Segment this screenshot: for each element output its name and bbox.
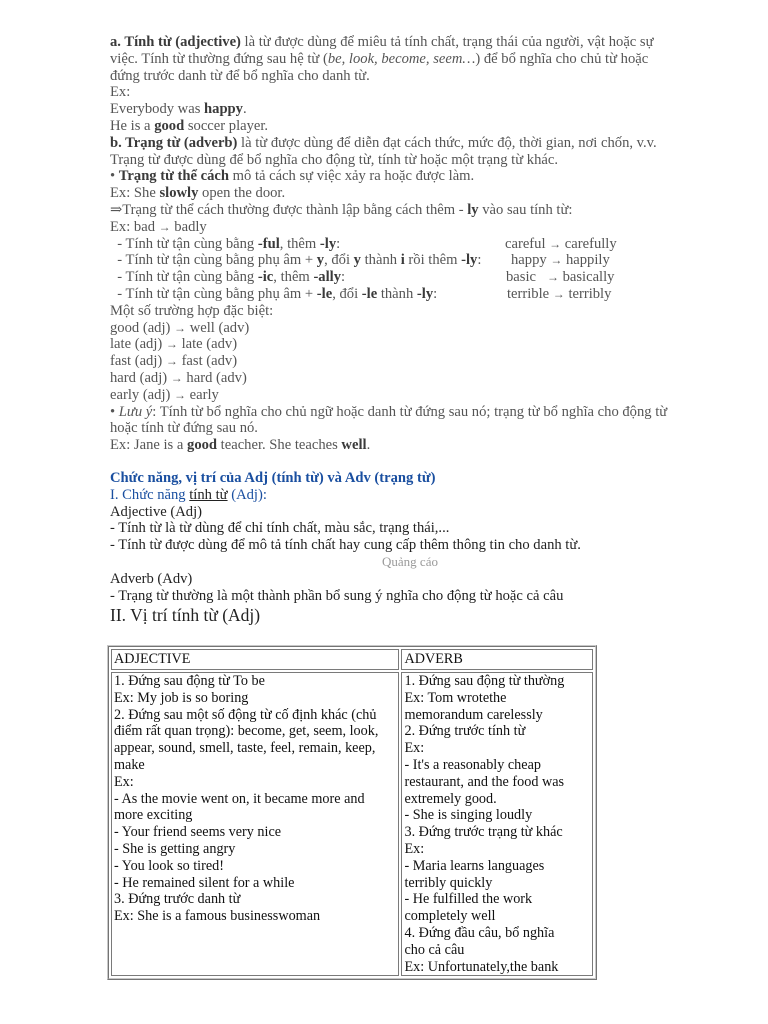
special-hard <box>110 370 720 387</box>
adjective-adverb-table <box>107 645 597 980</box>
text: Ex: She <box>110 185 160 202</box>
text: terribly <box>564 285 612 302</box>
arrow-icon: → <box>550 253 563 268</box>
adjective-cell-line: Ex: <box>114 773 134 790</box>
text: late (adv) <box>177 336 238 353</box>
text: careful <box>505 235 550 252</box>
text: soccer player. <box>184 117 269 134</box>
adverb-cell-line: Ex: Tom wrotethe <box>404 689 507 706</box>
special-cases-label: Một số trường hợp đặc biệt: <box>110 302 274 319</box>
adjective-title: Adjective (Adj) <box>110 503 202 520</box>
text: - Tính từ tận cùng bằng phụ âm + <box>110 285 317 302</box>
adverb-cell-line: extremely good. <box>404 790 497 807</box>
adjective-cell-line: 2. Đứng sau một số động từ cố định khác (chủ <box>114 706 377 723</box>
text: , thêm <box>273 269 314 286</box>
intro-block <box>110 34 720 604</box>
text: He is a <box>110 117 155 134</box>
text: (Adj): <box>227 486 267 503</box>
arrow-icon: → <box>174 387 187 402</box>
rule-y <box>110 252 720 269</box>
adverb-cell-line: cho cả câu <box>404 941 465 958</box>
adjective-cell-line: - You look so tired! <box>114 857 224 874</box>
adjective-cell-line: - Your friend seems very nice <box>114 824 282 841</box>
text: : <box>477 252 482 269</box>
text: terrible <box>507 285 553 302</box>
adjective-definition-line3: đứng trước danh từ để bổ nghĩa cho danh từ. <box>110 67 370 84</box>
bold-word: -ful <box>257 235 280 252</box>
text: , thêm <box>279 235 320 252</box>
special-late <box>110 336 720 353</box>
bold-word: y <box>316 252 325 269</box>
text: : <box>341 269 346 286</box>
text: badly <box>170 218 207 235</box>
bold-word: -ly <box>461 252 478 269</box>
text: - Tính từ tận cùng bằng <box>110 269 258 286</box>
adverb-title: Adverb (Adv) <box>110 570 193 587</box>
adjective-definition-line1 <box>110 34 720 51</box>
text: : <box>433 285 438 302</box>
adjective-cell <box>111 672 399 976</box>
manner-adverb-line <box>110 168 720 185</box>
text: : <box>336 235 341 252</box>
text: Ex: Jane is a <box>110 437 188 454</box>
formation-rule <box>110 202 720 219</box>
rule-le <box>110 286 720 303</box>
bold-word: y <box>353 252 361 269</box>
text: mô tả cách sự việc xảy ra hoặc được làm. <box>229 168 475 185</box>
adverb-cell-line: memorandum carelessly <box>404 706 543 723</box>
linking-verbs: be, look, become, seem… <box>327 50 476 67</box>
manner-example <box>110 185 720 202</box>
arrow-icon: → <box>170 370 183 385</box>
adverb-definition-line2: Trạng từ được dùng để bổ nghĩa cho động từ, tính từ hoặc một trạng từ khác. <box>110 151 558 168</box>
adjective-cell-line: make <box>114 756 145 773</box>
text: fast (adv) <box>177 353 238 370</box>
adverb-cell-line: Ex: <box>404 840 425 857</box>
adverb-cell-line: Ex: <box>404 740 425 757</box>
text: well (adv) <box>186 319 250 336</box>
text: ⇒Trạng từ thể cách thường được thành lập bằng cách thêm - <box>110 201 468 218</box>
adverb-cell-line: 2. Đứng trước tính từ <box>404 723 526 740</box>
adjective-label: a. Tính từ (adjective) <box>110 34 241 50</box>
note-example <box>110 437 720 454</box>
bold-word: -le <box>316 285 333 302</box>
arrow-icon: → <box>158 219 171 234</box>
text: rồi thêm <box>404 252 462 269</box>
text: teacher. She teaches <box>217 437 342 454</box>
note-label: Lưu ý <box>118 403 153 420</box>
example-label: Ex: <box>110 84 131 101</box>
text: happy <box>511 252 551 269</box>
text: early <box>186 386 219 403</box>
note-line1 <box>110 404 720 421</box>
example-happy <box>110 101 720 118</box>
text: ) để bổ nghĩa cho chủ từ hoặc <box>475 50 649 67</box>
text: carefully <box>561 235 617 252</box>
spacer <box>110 454 720 470</box>
text: thành <box>377 285 417 302</box>
text: open the door. <box>198 185 286 202</box>
bold-word: -ic <box>257 269 274 286</box>
arrow-icon: → <box>552 286 565 301</box>
special-early <box>110 387 720 404</box>
text: hard (adv) <box>182 369 247 386</box>
section-2-title: II. Vị trí tính từ (Adj) <box>110 605 261 625</box>
table-header-row <box>111 649 593 670</box>
adjective-cell-line: Ex: My job is so boring <box>114 689 249 706</box>
manner-label: Trạng từ thể cách <box>118 168 229 185</box>
adverb-cell-line: terribly quickly <box>404 874 493 891</box>
adverb-cell-line: 3. Đứng trước trạng từ khác <box>404 824 563 841</box>
example-good <box>110 118 720 135</box>
special-fast <box>110 353 720 370</box>
adjective-cell-line: điểm rất quan trọng): become, get, seem, look, <box>114 723 379 740</box>
text: , đổi <box>332 285 362 302</box>
rule-le-example <box>507 286 611 303</box>
ad-label: Quảng cáo <box>382 553 438 569</box>
adjective-cell-line: - She is getting angry <box>114 840 236 857</box>
bold-word: slowly <box>159 185 199 202</box>
adverb-line1: - Trạng từ thường là một thành phần bổ sung ý nghĩa cho động từ hoặc cả câu <box>110 587 564 604</box>
adverb-cell <box>401 672 593 976</box>
adverb-cell-line: 4. Đứng đầu câu, bổ nghĩa <box>404 924 555 941</box>
text: early (adj) <box>110 386 175 403</box>
adverb-cell-line: 1. Đứng sau động từ thường <box>404 673 565 689</box>
adverb-cell-line: restaurant, and the food was <box>404 773 565 790</box>
section-heading: Chức năng, vị trí của Adj (tính từ) và Adv (trạng từ) <box>110 469 436 486</box>
arrow-icon: → <box>174 320 187 335</box>
special-good <box>110 320 720 337</box>
text: : Tính từ bổ nghĩa cho chủ ngữ hoặc danh từ đứng sau nó; trạng từ bổ nghĩa cho động từ <box>152 403 668 420</box>
text: là từ được dùng để miêu tả tính chất, trạng thái của người, vật hoặc sự <box>240 34 654 50</box>
bullet: • <box>110 168 119 185</box>
table-row <box>111 672 593 976</box>
arrow-icon: → <box>546 270 559 285</box>
bold-word: well <box>341 437 367 454</box>
underlined-link[interactable]: tính từ <box>189 486 228 503</box>
bold-word: -ly <box>416 285 434 302</box>
text: late (adj) <box>110 336 166 353</box>
text: . <box>242 101 247 118</box>
adjective-line2: - Tính từ được dùng để mô tả tính chất hay cung cấp thêm thông tin cho danh từ. <box>110 537 581 554</box>
bold-word: good <box>187 437 218 454</box>
text: happily <box>562 252 610 269</box>
adjective-line1: - Tính từ là từ dùng để chỉ tính chất, màu sắc, trạng thái,... <box>110 520 450 537</box>
text: là từ được dùng để diễn đạt cách thức, mức độ, thời gian, nơi chốn, v.v. <box>237 134 657 151</box>
adverb-cell-lines <box>404 673 590 975</box>
bold-word: -ally <box>313 269 342 286</box>
adverb-cell-line: Ex: Unfortunately,the bank <box>404 958 559 975</box>
text: Everybody was <box>110 101 205 118</box>
section-subheading <box>110 487 720 504</box>
text: , đổi <box>324 252 354 269</box>
adjective-cell-line: - As the movie went on, it became more and <box>114 790 365 807</box>
text: good (adj) <box>110 319 175 336</box>
adverb-cell-line: - Maria learns languages <box>404 857 545 874</box>
bold-word: -ly <box>319 235 337 252</box>
bold-word: i <box>400 252 405 269</box>
text: hard (adj) <box>110 369 171 386</box>
adverb-cell-line: - She is singing loudly <box>404 807 533 824</box>
adjective-cell-line: Ex: She is a famous businesswoman <box>114 908 321 925</box>
text: - Tính từ tận cùng bằng <box>110 235 258 252</box>
arrow-icon: → <box>165 354 178 369</box>
adjective-cell-line: - He remained silent for a while <box>114 874 295 891</box>
arrow-icon: → <box>165 337 178 352</box>
adverb-cell-line: completely well <box>404 908 496 925</box>
adjective-definition-line2 <box>110 51 720 68</box>
bold-word: ly <box>467 201 479 218</box>
text: . <box>366 437 371 454</box>
text: vào sau tính từ: <box>478 201 573 218</box>
rule-ful-example <box>505 236 617 253</box>
bullet: • <box>110 403 119 420</box>
note-line2: hoặc tính từ đứng sau nó. <box>110 420 258 437</box>
rule-ful <box>110 236 720 253</box>
adjective-cell-lines <box>114 673 396 925</box>
bold-word: -le <box>361 285 378 302</box>
adjective-cell-line: 3. Đứng trước danh từ <box>114 891 241 908</box>
text: fast (adj) <box>110 353 166 370</box>
text: Ex: bad <box>110 218 159 235</box>
text: I. Chức năng <box>110 486 190 503</box>
text: basic <box>506 269 540 286</box>
adverb-label: b. Trạng từ (adverb) <box>110 134 238 151</box>
text: - Tính từ tận cùng bằng phụ âm + <box>110 252 317 269</box>
rule-y-example <box>511 252 610 269</box>
bold-word: good <box>154 117 185 134</box>
text: việc. Tính từ thường đứng sau hệ từ ( <box>110 50 328 67</box>
table-header-adjective: ADJECTIVE <box>111 649 399 670</box>
adverb-definition-line1 <box>110 135 720 152</box>
text: basically <box>558 269 615 286</box>
rule-ic <box>110 269 720 286</box>
rule-ic-example <box>506 269 614 286</box>
text: thành <box>360 252 401 269</box>
table-header-adverb: ADVERB <box>401 649 593 670</box>
adverb-cell-line: - It's a reasonably cheap <box>404 756 541 773</box>
adverb-cell-line: - He fulfilled the work <box>404 891 533 908</box>
adjective-cell-line: more exciting <box>114 807 193 824</box>
arrow-icon: → <box>549 236 562 251</box>
formation-example <box>110 219 720 236</box>
adjective-cell-line: appear, sound, smell, taste, feel, remain, keep, <box>114 740 376 757</box>
bold-word: happy <box>204 101 243 118</box>
adjective-cell-line: 1. Đứng sau động từ To be <box>114 673 265 689</box>
